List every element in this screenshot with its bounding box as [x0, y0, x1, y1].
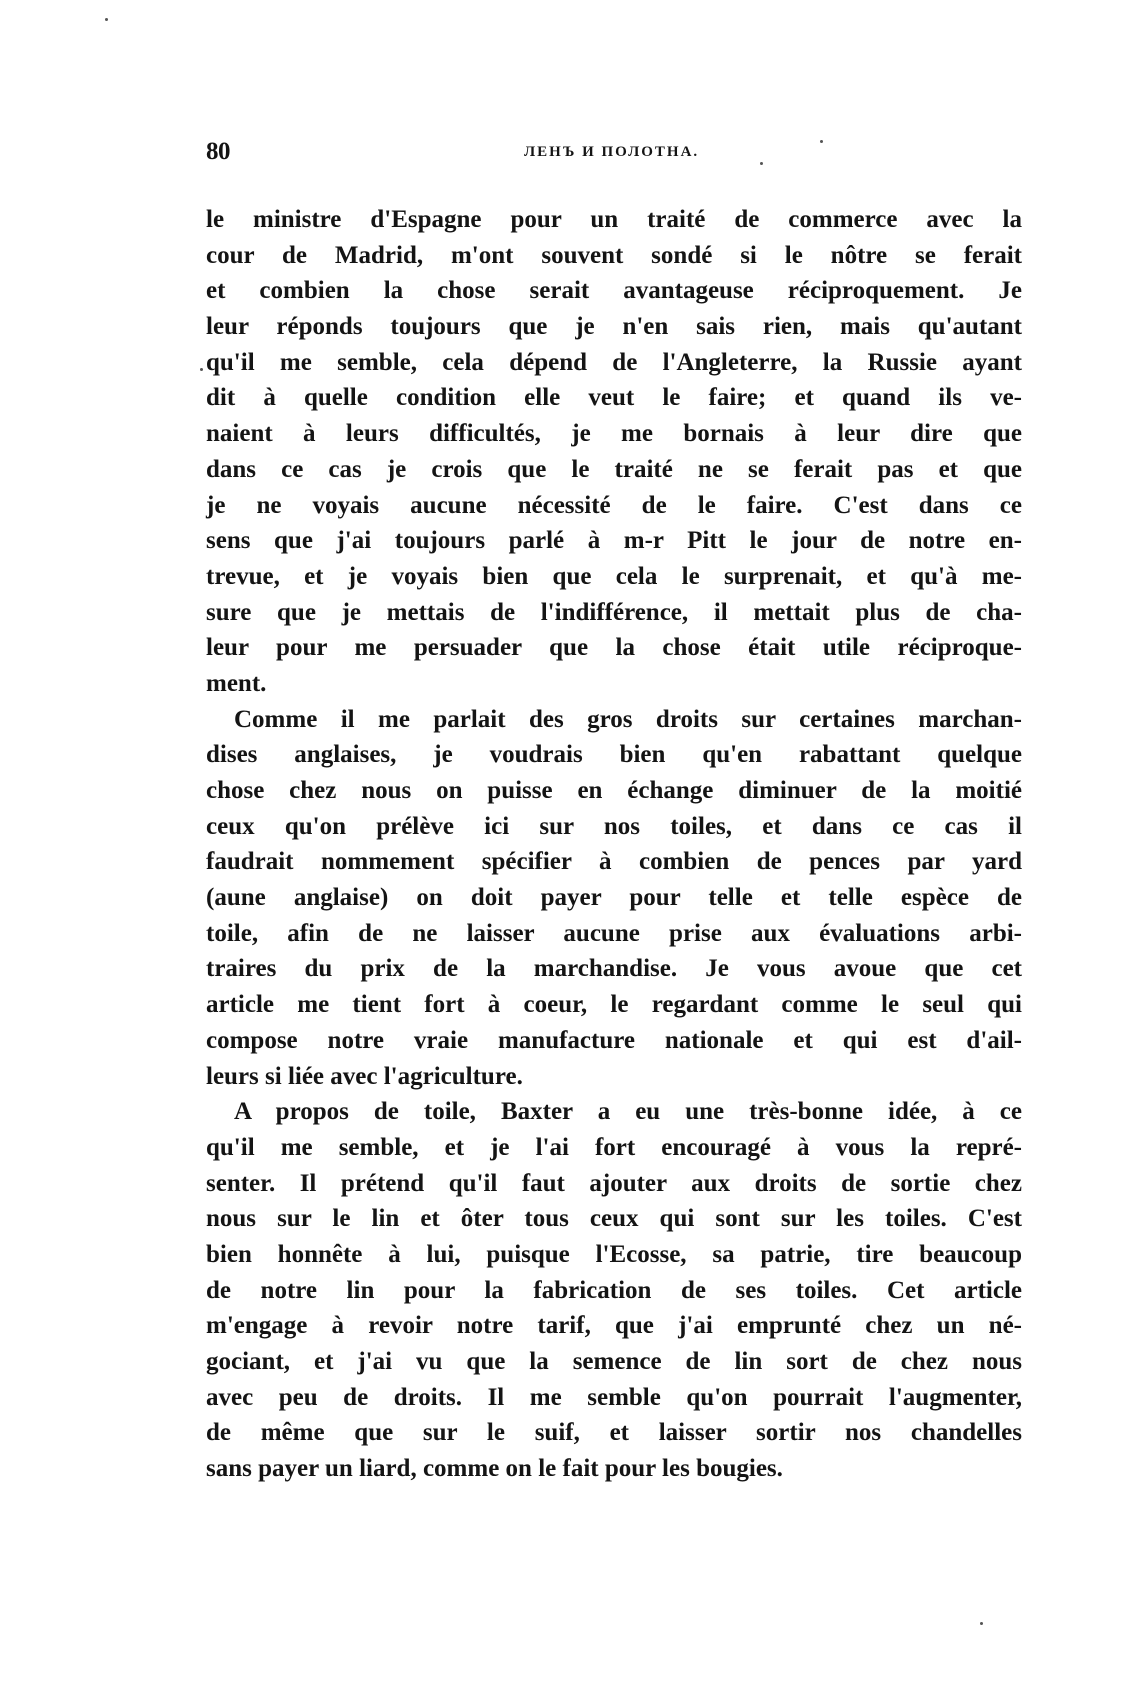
text-line: chose chez nous on puisse en échange diminuer de la moitié [206, 777, 1022, 804]
text-line: de même que sur le suif, et laisser sortir nos chandelles [206, 1419, 1022, 1447]
text-line: de notre lin pour la fabrication de ses toiles. Cet article [206, 1276, 1022, 1304]
scan-speck [200, 368, 203, 371]
text-line: avec peu de droits. Il me semble qu'on pourrait l'augmenter, [206, 1383, 1022, 1411]
running-head: ЛЕНЪ И ПОЛОТНА. [524, 144, 700, 160]
text-line: ment. [206, 669, 267, 697]
text-line: bien honnête à lui, puisque l'Ecosse, sa patrie, tire beaucoup [206, 1240, 1022, 1268]
text-line: Comme il me parlait des gros droits sur certaines marchan- [234, 705, 1022, 733]
text-line: m'engage à revoir notre tarif, que j'ai emprunté chez un né- [206, 1312, 1022, 1340]
text-line: A propos de toile, Baxter a eu une très-bonne idée, à ce [234, 1098, 1022, 1126]
text-line: trevue, et je voyais bien que cela le surprenait, et qu'à me- [206, 562, 1022, 590]
text-line: faudrait nommement spécifier à combien de pences par yard [206, 848, 1022, 876]
text-line: qu'il me semble, cela dépend de l'Angleterre, la Russie ayant [206, 348, 1022, 376]
text-line: traires du prix de la marchandise. Je vous avoue que cet [206, 955, 1022, 983]
paragraph [206, 202, 1022, 702]
text-line: senter. Il prétend qu'il faut ajouter aux droits de sortie chez [206, 1169, 1022, 1197]
text-line: sens que j'ai toujours parlé à m-r Pitt le jour de notre en- [206, 527, 1022, 555]
body-text [206, 202, 1022, 1487]
text-line: gociant, et j'ai vu que la semence de lin sort de chez nous [206, 1348, 1022, 1375]
text-line: leurs si liée avec l'agriculture. [206, 1062, 523, 1090]
text-line: dans ce cas je crois que le traité ne se ferait pas et que [206, 455, 1022, 483]
text-line: sans payer un liard, comme on le fait pour les bougies. [206, 1455, 783, 1483]
text-line: dises anglaises, je voudrais bien qu'en rabattant quelque [206, 741, 1022, 769]
text-line: toile, afin de ne laisser aucune prise aux évaluations arbi- [206, 919, 1022, 947]
text-line: sure que je mettais de l'indifférence, il mettait plus de cha- [206, 598, 1022, 626]
text-line: naient à leurs difficultés, je me bornais à leur dire que [206, 420, 1022, 448]
text-line: le ministre d'Espagne pour un traité de commerce avec la [206, 206, 1022, 233]
text-line: qu'il me semble, et je l'ai fort encouragé à vous la repré- [206, 1133, 1022, 1161]
text-line: leur réponds toujours que je n'en sais rien, mais qu'autant [206, 313, 1022, 341]
text-line: ceux qu'on prélève ici sur nos toiles, et dans ce cas il [206, 812, 1022, 840]
text-line: et combien la chose serait avantageuse réciproquement. Je [206, 277, 1022, 305]
text-line: dit à quelle condition elle veut le faire; et quand ils ve- [206, 384, 1022, 412]
page-number: 80 [206, 138, 230, 165]
text-line: article me tient fort à coeur, le regardant comme le seul qui [206, 991, 1022, 1019]
scan-speck [105, 18, 108, 21]
text-line: leur pour me persuader que la chose était utile réciproque- [206, 634, 1022, 662]
text-line: nous sur le lin et ôter tous ceux qui sont sur les toiles. C'est [206, 1205, 1022, 1233]
text-line: compose notre vraie manufacture nationale et qui est d'ail- [206, 1026, 1022, 1054]
text-line: je ne voyais aucune nécessité de le faire. C'est dans ce [206, 491, 1022, 519]
paragraph [206, 1094, 1022, 1487]
page-header [206, 138, 1022, 174]
scan-speck [980, 1622, 983, 1625]
text-line: (aune anglaise) on doit payer pour telle et telle espèce de [206, 884, 1022, 912]
paragraph [206, 702, 1022, 1095]
text-line: cour de Madrid, m'ont souvent sondé si le nôtre se ferait [206, 241, 1022, 269]
